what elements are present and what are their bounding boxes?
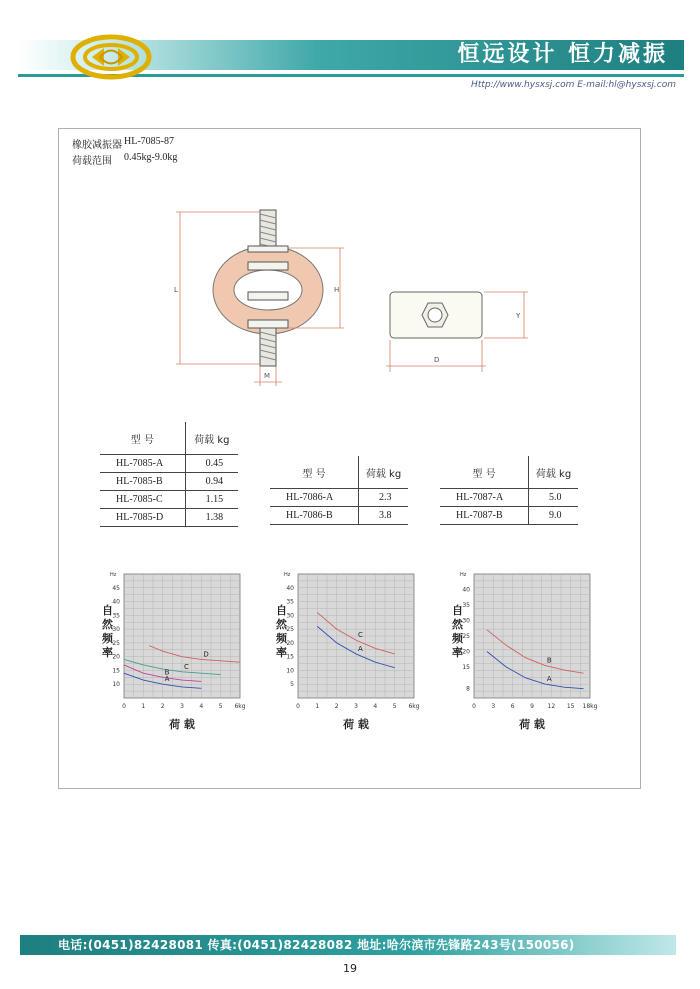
header-contact: Http://www.hysxsj.com E-mail:hl@hysxsj.com — [471, 80, 676, 90]
y-tick-label: 20 — [286, 639, 294, 647]
cell-load: 3.8 — [359, 507, 408, 525]
dim-label-h: H — [334, 286, 340, 294]
x-tick-label: 0 — [122, 703, 126, 710]
x-axis-label: 荷 载 — [169, 718, 195, 731]
x-tick-label: 15 — [566, 703, 575, 710]
y-axis-label: 频 — [102, 632, 113, 645]
top-view — [390, 292, 482, 338]
y-tick-label: 15 — [462, 664, 470, 671]
cell-load: 1.15 — [185, 491, 238, 509]
y-tick-label: 40 — [112, 598, 120, 606]
y-tick-label: 10 — [286, 667, 294, 675]
series-label: D — [203, 650, 209, 659]
header-load: 荷载 kg — [529, 456, 578, 489]
cell-model: HL-7086-A — [270, 489, 359, 507]
table-row — [100, 491, 238, 509]
y-tick-label: 10 — [112, 681, 120, 689]
cell-load: 9.0 — [529, 507, 578, 525]
table-row — [440, 489, 578, 507]
header-model: 型 号 — [270, 456, 359, 489]
y-tick-label: 30 — [112, 626, 120, 634]
y-tick-label: 35 — [286, 598, 294, 606]
load-range-label: 荷载范围 — [72, 156, 112, 167]
y-axis-label: 自 — [102, 604, 113, 617]
cell-load: 0.94 — [185, 473, 238, 491]
cell-model: HL-7085-A — [100, 455, 185, 473]
x-tick-label: 3 — [354, 703, 358, 710]
y-tick-label: 35 — [462, 602, 470, 609]
load-range-value: 0.45kg-9.0kg — [124, 152, 178, 163]
cell-model: HL-7085-B — [100, 473, 185, 491]
y-tick-label: 40 — [286, 584, 294, 592]
y-tick-label: 35 — [112, 612, 120, 620]
x-tick-label: 6kg — [408, 703, 420, 710]
y-unit: Hz — [284, 572, 291, 578]
y-axis-label: 频 — [276, 632, 287, 645]
y-axis-label: 自 — [452, 604, 463, 617]
table-row — [100, 455, 238, 473]
table-row — [100, 473, 238, 491]
y-tick-label: 15 — [286, 653, 294, 661]
chart-7087 — [446, 562, 606, 742]
cell-load: 0.45 — [185, 455, 238, 473]
dim-label-d: D — [434, 356, 440, 364]
cell-model: HL-7085-C — [100, 491, 185, 509]
y-tick-label: 8 — [466, 685, 470, 693]
side-view — [213, 210, 323, 366]
x-tick-label: 3 — [491, 703, 496, 710]
x-tick-label: 0 — [296, 703, 300, 710]
x-tick-label: 1 — [141, 703, 146, 710]
dim-label-y: Y — [516, 312, 521, 320]
cell-model: HL-7085-D — [100, 509, 185, 527]
x-tick-label: 6 — [510, 703, 515, 710]
series-label: C — [184, 662, 189, 671]
product-name-label: 橡胶减振器 — [72, 140, 122, 151]
y-axis-label: 自 — [276, 604, 287, 617]
y-tick-label: 25 — [112, 639, 120, 647]
y-axis-label: 率 — [276, 646, 287, 659]
x-tick-label: 4 — [373, 703, 378, 710]
x-tick-label: 18kg — [582, 703, 598, 710]
y-axis-label: 然 — [276, 618, 287, 631]
x-tick-label: 2 — [160, 703, 165, 710]
footer-contact: 电话:(0451)82428081 传真:(0451)82428082 地址:哈尔滨市先锋路243号(150056) — [58, 938, 575, 952]
chart-7086 — [270, 562, 430, 742]
chart-7085 — [96, 562, 256, 742]
x-tick-label: 5 — [392, 703, 397, 710]
y-tick-label: 5 — [290, 681, 294, 689]
company-logo — [70, 34, 152, 80]
y-tick-label: 45 — [112, 584, 120, 592]
series-label: B — [546, 656, 552, 665]
technical-drawing — [160, 200, 540, 390]
series-label: B — [164, 668, 170, 677]
y-axis-label: 频 — [452, 632, 463, 645]
x-tick-label: 3 — [180, 703, 184, 710]
x-axis-label: 荷 载 — [343, 718, 369, 731]
series-label: A — [358, 644, 363, 653]
series-label: C — [358, 631, 363, 640]
page-number: 19 — [343, 962, 357, 975]
x-tick-label: 4 — [199, 703, 204, 710]
spec-table-7085 — [100, 422, 238, 527]
spec-table-7086 — [270, 456, 408, 525]
y-axis-label: 率 — [452, 646, 463, 659]
x-tick-label: 5 — [218, 703, 223, 710]
cell-model: HL-7087-A — [440, 489, 529, 507]
header-title: 恒远设计 恒力减振 — [457, 42, 668, 67]
y-unit: Hz — [110, 572, 117, 578]
y-tick-label: 40 — [462, 586, 470, 594]
cell-load: 2.3 — [359, 489, 408, 507]
y-tick-label: 30 — [286, 612, 294, 620]
table-row — [100, 509, 238, 527]
header-load: 荷载 kg — [185, 422, 238, 455]
header-load: 荷载 kg — [359, 456, 408, 489]
table-row — [270, 507, 408, 525]
x-tick-label: 1 — [315, 703, 320, 710]
cell-load: 1.38 — [185, 509, 238, 527]
product-name-value: HL-7085-87 — [124, 136, 174, 147]
y-tick-label: 25 — [462, 633, 470, 640]
cell-load: 5.0 — [529, 489, 578, 507]
y-tick-label: 20 — [462, 648, 470, 656]
y-unit: Hz — [460, 572, 467, 578]
y-axis-label: 然 — [102, 618, 113, 631]
spec-table-7087 — [440, 456, 578, 525]
header-model: 型 号 — [440, 456, 529, 489]
dim-label-m: M — [264, 372, 271, 380]
dim-label-l: L — [174, 286, 178, 294]
y-tick-label: 20 — [112, 653, 120, 661]
x-tick-label: 6kg — [234, 703, 246, 710]
series-label: A — [546, 675, 552, 684]
y-axis-label: 率 — [102, 646, 113, 659]
cell-model: HL-7086-B — [270, 507, 359, 525]
y-tick-label: 15 — [112, 667, 120, 675]
y-tick-label: 30 — [462, 617, 470, 625]
y-axis-label: 然 — [452, 618, 463, 631]
series-label: A — [164, 675, 170, 684]
x-tick-label: 2 — [334, 703, 339, 710]
y-tick-label: 25 — [286, 626, 294, 634]
x-tick-label: 0 — [472, 703, 476, 710]
table-row — [440, 507, 578, 525]
cell-model: HL-7087-B — [440, 507, 529, 525]
table-row — [270, 489, 408, 507]
x-axis-label: 荷 载 — [519, 718, 545, 731]
header-model: 型 号 — [100, 422, 185, 455]
x-tick-label: 9 — [530, 703, 534, 710]
x-tick-label: 12 — [547, 703, 556, 710]
